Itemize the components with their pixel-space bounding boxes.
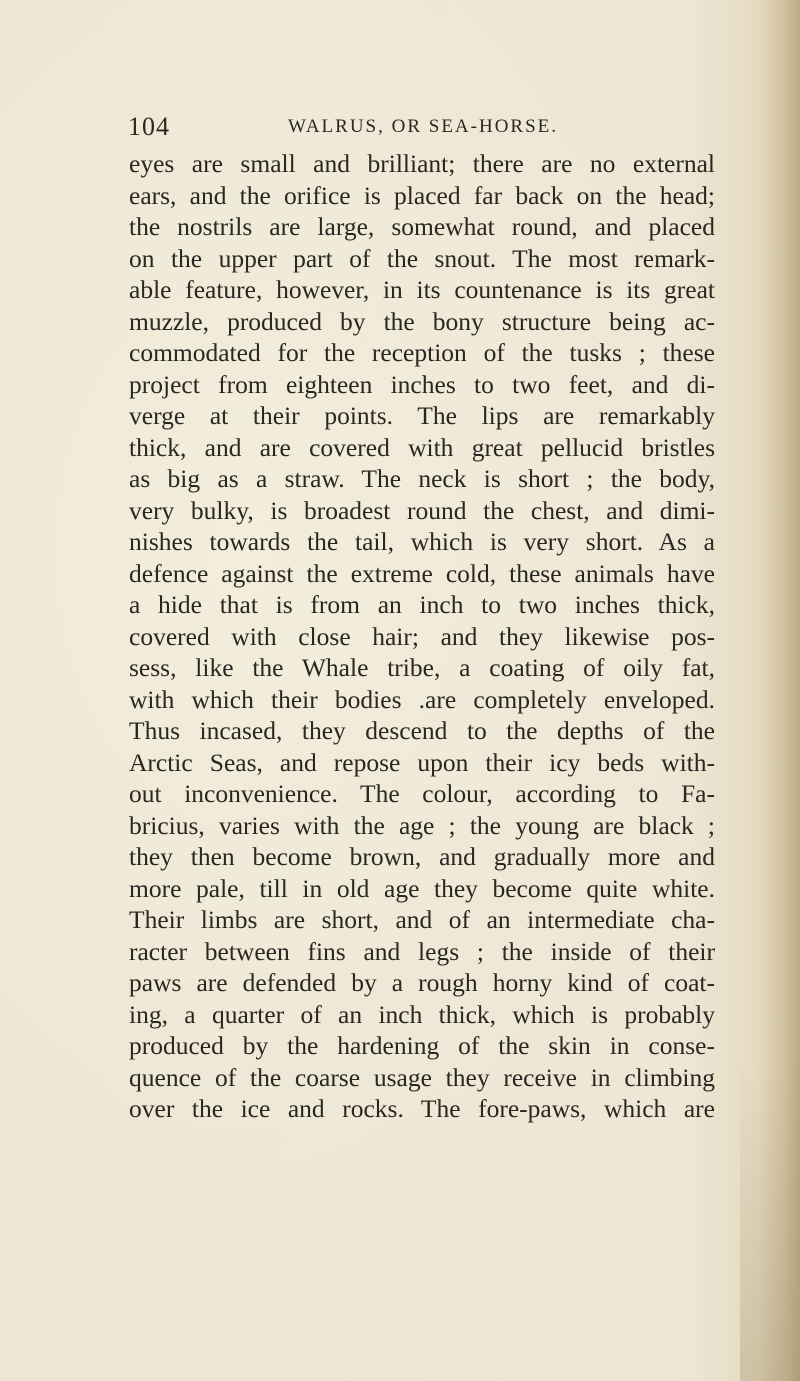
text-line: the nostrils are large, somewhat round, and placed [129, 212, 715, 241]
text-line: thick, and are covered with great pellucid bristles [129, 432, 715, 462]
text-line: ing, a quarter of an inch thick, which is probably [129, 999, 715, 1029]
text-line: with which their bodies .are completely enveloped. [129, 684, 715, 714]
text-line: eyes are small and brilliant; there are no external [129, 149, 715, 178]
text-line: sess, like the Whale tribe, a coating of oily fat, [129, 653, 715, 682]
text-line: ears, and the orifice is placed far back on the head; [129, 180, 715, 210]
text-line: verge at their points. The lips are remarkably [129, 401, 715, 430]
text-line: out inconvenience. The colour, according to Fa- [129, 779, 715, 808]
page-header [128, 112, 708, 148]
text-line: Thus incased, they descend to the depths of the [129, 716, 715, 745]
text-line: as big as a straw. The neck is short ; the body, [129, 464, 715, 493]
text-line: quence of the coarse usage they receive in climbing [129, 1062, 715, 1092]
body-text [129, 148, 715, 1125]
text-line: defence against the extreme cold, these animals have [129, 558, 715, 588]
running-title: WALRUS, OR SEA-HORSE. [288, 116, 559, 137]
text-line: commodated for the reception of the tusks ; these [129, 338, 715, 367]
text-line: able feature, however, in its countenance is its great [129, 275, 715, 304]
page-number: 104 [128, 112, 170, 141]
text-line: produced by the hardening of the skin in conse- [129, 1031, 715, 1060]
text-line: a hide that is from an inch to two inches thick, [129, 590, 715, 619]
text-line: racter between fins and legs ; the inside of their [129, 936, 715, 966]
text-line: covered with close hair; and they likewise pos- [129, 621, 715, 651]
page-corner-wear [740, 1061, 800, 1381]
text-line: more pale, till in old age they become quite white. [129, 873, 715, 903]
text-line: muzzle, produced by the bony structure being ac- [129, 306, 715, 336]
text-line: very bulky, is broadest round the chest, and dimi- [129, 495, 715, 525]
text-line: Arctic Seas, and repose upon their icy beds with- [129, 747, 715, 777]
text-line: they then become brown, and gradually more and [129, 842, 715, 871]
text-line: paws are defended by a rough horny kind of coat- [129, 968, 715, 997]
text-line: over the ice and rocks. The fore-paws, which are [129, 1094, 715, 1123]
text-line: Their limbs are short, and of an intermediate cha- [129, 905, 715, 934]
text-line: project from eighteen inches to two feet, and di- [129, 369, 715, 399]
text-line: bricius, varies with the age ; the young are black ; [129, 810, 715, 840]
text-line: nishes towards the tail, which is very short. As a [129, 527, 715, 556]
text-line: on the upper part of the snout. The most remark- [129, 243, 715, 273]
